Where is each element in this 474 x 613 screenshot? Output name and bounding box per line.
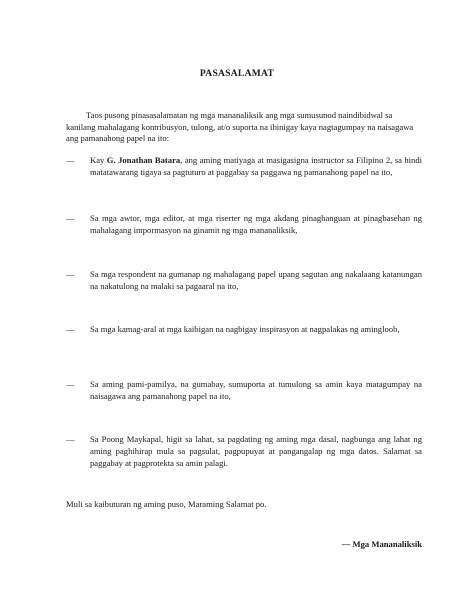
dash-bullet: —	[66, 434, 75, 444]
acknowledgement-entry-authors	[66, 212, 422, 236]
acknowledgement-entry-instructor	[66, 154, 422, 178]
entry-text: Sa aming pami-pamilya, na gumabay, sumuporta at tumulong sa amin kaya matagumpay na naisagawa ang pamanahong papel na ito,	[90, 379, 422, 401]
page-title: PASASALAMAT	[199, 69, 275, 79]
acknowledgement-entry-god	[66, 433, 422, 469]
intro-text: Taos pusong pinasasalamatan ng mga mananaliksik ang mga sumusunod naindibidwal sa kanilang mahalagang kontribusyon, tulong, at/o suporta na ibinigay kaya nagtagumpay na naisagawa ang pamanahong papel na ito:	[66, 110, 414, 143]
instructor-name: G. Jonathan Batara	[106, 155, 181, 165]
signature: — Mga Mananaliksik	[341, 539, 422, 549]
entry-text: Sa mga awtor, mga editor, at mga riserter ng mga akdang pinaghanguan at pinagbasehan ng mahalagang impormasyon na ginamit ng mga mananaliksik,	[90, 213, 422, 235]
entry-text: Sa Poong Maykapal, higit sa lahat, sa pagdating ng aming mga dasal, nagbunga ang lahat ng aming paghihirap mula sa pagsulat, pagpupuyat at pangangalap ng mga datos. Salamat sa paggabay at pagprotekta sa amin palagi.	[90, 434, 422, 468]
dash-bullet: —	[66, 379, 75, 389]
dash-bullet: —	[66, 213, 75, 223]
acknowledgement-entry-respondents	[66, 268, 422, 292]
intro-paragraph	[66, 110, 421, 145]
entry-text	[66, 154, 422, 178]
entry-text-pre: Kay	[90, 155, 107, 165]
entry-text-post: , ang aming matiyaga at masigasigna instructor sa Filipino 2, sa hindi matatawarang tigaya sa pagtuturo at paggabay sa paggawa ng pamanahong papel na ito,	[90, 155, 423, 177]
dash-bullet: —	[66, 269, 75, 279]
acknowledgement-entry-classmates	[66, 323, 422, 335]
entry-text: Sa mga kamag-aral at mga kaibigan na nagbigay inspirasyon at nagpalakas ng amingloob,	[90, 324, 400, 334]
acknowledgement-entry-family	[66, 378, 422, 402]
entry-text: Sa mga respondent na gumanap ng mahalagang papel upang sagutan ang nakalaang katanungan na nakatulong na malaki sa pagaaral na ito,	[90, 269, 422, 291]
closing-line: Muli sa kaibuturan ng aming puso, Maraming Salamat po.	[66, 499, 267, 509]
dash-bullet: —	[66, 324, 75, 334]
dash-bullet: —	[66, 155, 75, 165]
